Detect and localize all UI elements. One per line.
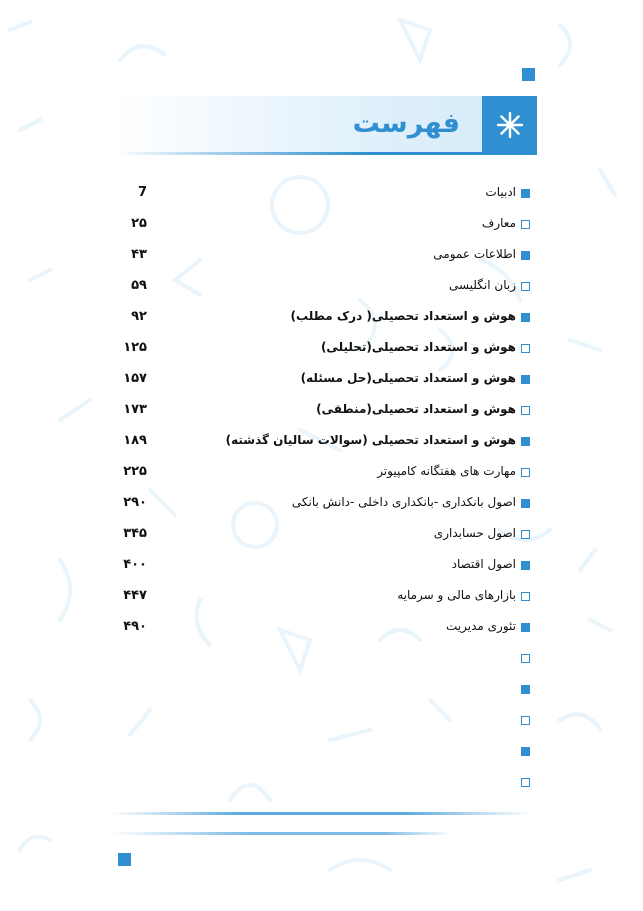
bullet-icon bbox=[521, 313, 530, 322]
toc-page-number: ۲۲۵ bbox=[123, 464, 147, 479]
decorative-square-top bbox=[522, 68, 535, 81]
bullet-icon bbox=[521, 189, 530, 198]
empty-row bbox=[80, 678, 536, 706]
toc-page-number: ۹۲ bbox=[131, 309, 147, 324]
toc-row[interactable] bbox=[80, 616, 536, 644]
toc-page-number: ۴۰۰ bbox=[123, 557, 147, 572]
toc-label: تئوری مدیریت bbox=[446, 619, 516, 633]
bullet-icon bbox=[521, 375, 530, 384]
toc-row[interactable] bbox=[80, 585, 536, 613]
toc-row[interactable] bbox=[80, 399, 536, 427]
toc-page-number: ۲۵ bbox=[131, 216, 147, 231]
toc-page-number: ۳۴۵ bbox=[123, 526, 147, 541]
toc-label: هوش و استعداد تحصیلی(تحلیلی) bbox=[320, 340, 516, 354]
toc-row[interactable] bbox=[80, 182, 536, 210]
empty-row bbox=[80, 740, 536, 768]
bullet-icon bbox=[521, 654, 530, 663]
empty-row bbox=[80, 709, 536, 737]
empty-row bbox=[80, 647, 536, 675]
empty-row bbox=[80, 771, 536, 799]
bullet-icon bbox=[521, 685, 530, 694]
toc-label: اطلاعات عمومی bbox=[433, 247, 516, 261]
toc-label: اصول حسابداری bbox=[433, 526, 516, 540]
bullet-icon bbox=[521, 530, 530, 539]
divider-line bbox=[112, 812, 532, 815]
toc-page-number: ۵۹ bbox=[131, 278, 147, 293]
toc-row[interactable] bbox=[80, 492, 536, 520]
star-icon bbox=[496, 111, 524, 139]
toc-row[interactable] bbox=[80, 554, 536, 582]
toc-label: هوش و استعداد تحصیلی(حل مسئله) bbox=[300, 371, 516, 385]
bullet-icon bbox=[521, 778, 530, 787]
bullet-icon bbox=[521, 499, 530, 508]
toc-row[interactable] bbox=[80, 368, 536, 396]
toc-row[interactable] bbox=[80, 523, 536, 551]
toc-label: بازارهای مالی و سرمایه bbox=[397, 588, 516, 602]
bullet-icon bbox=[521, 344, 530, 353]
toc-page-number: ۱۵۷ bbox=[123, 371, 147, 386]
toc-label: هوش و استعداد تحصیلی (سوالات سالیان گذشته) bbox=[225, 433, 516, 447]
bullet-icon bbox=[521, 406, 530, 415]
toc-page-number: ۴۳ bbox=[131, 247, 147, 262]
star-icon-box bbox=[482, 96, 537, 154]
bullet-icon bbox=[521, 220, 530, 229]
toc-page-number: ۱۷۳ bbox=[123, 402, 147, 417]
toc-label: هوش و استعداد تحصیلی(منطقی) bbox=[316, 402, 516, 416]
toc-label: مهارت های هفتگانه کامپیوتر bbox=[377, 464, 516, 478]
bullet-icon bbox=[521, 561, 530, 570]
decorative-square-bottom bbox=[118, 853, 131, 866]
toc-page-number: ۱۸۹ bbox=[123, 433, 147, 448]
toc-row[interactable] bbox=[80, 275, 536, 303]
bullet-icon bbox=[521, 282, 530, 291]
toc-page-number: 7 bbox=[137, 185, 147, 200]
toc-row[interactable] bbox=[80, 337, 536, 365]
toc-page-number: ۴۴۷ bbox=[123, 588, 147, 603]
bullet-icon bbox=[521, 251, 530, 260]
header-underline bbox=[115, 152, 537, 155]
toc-row[interactable] bbox=[80, 430, 536, 458]
bullet-icon bbox=[521, 468, 530, 477]
page-title: فهرست bbox=[352, 108, 460, 139]
toc-label: هوش و استعداد تحصیلی( درک مطلب) bbox=[290, 309, 516, 323]
bullet-icon bbox=[521, 437, 530, 446]
toc-label: معارف bbox=[481, 216, 516, 230]
toc-page-number: ۴۹۰ bbox=[123, 619, 147, 634]
bullet-icon bbox=[521, 716, 530, 725]
toc-label: ادبیات bbox=[485, 185, 516, 199]
toc-row[interactable] bbox=[80, 461, 536, 489]
bullet-icon bbox=[521, 592, 530, 601]
bullet-icon bbox=[521, 623, 530, 632]
toc-page-number: ۲۹۰ bbox=[123, 495, 147, 510]
toc-label: زبان انگلیسی bbox=[448, 278, 516, 292]
toc-row[interactable] bbox=[80, 244, 536, 272]
toc-row[interactable] bbox=[80, 213, 536, 241]
toc-page-number: ۱۲۵ bbox=[123, 340, 147, 355]
bullet-icon bbox=[521, 747, 530, 756]
toc-row[interactable] bbox=[80, 306, 536, 334]
toc-label: اصول بانکداری -بانکداری داخلی -دانش بانکی bbox=[291, 495, 516, 509]
toc-label: اصول اقتصاد bbox=[451, 557, 516, 571]
divider-line bbox=[112, 832, 452, 835]
